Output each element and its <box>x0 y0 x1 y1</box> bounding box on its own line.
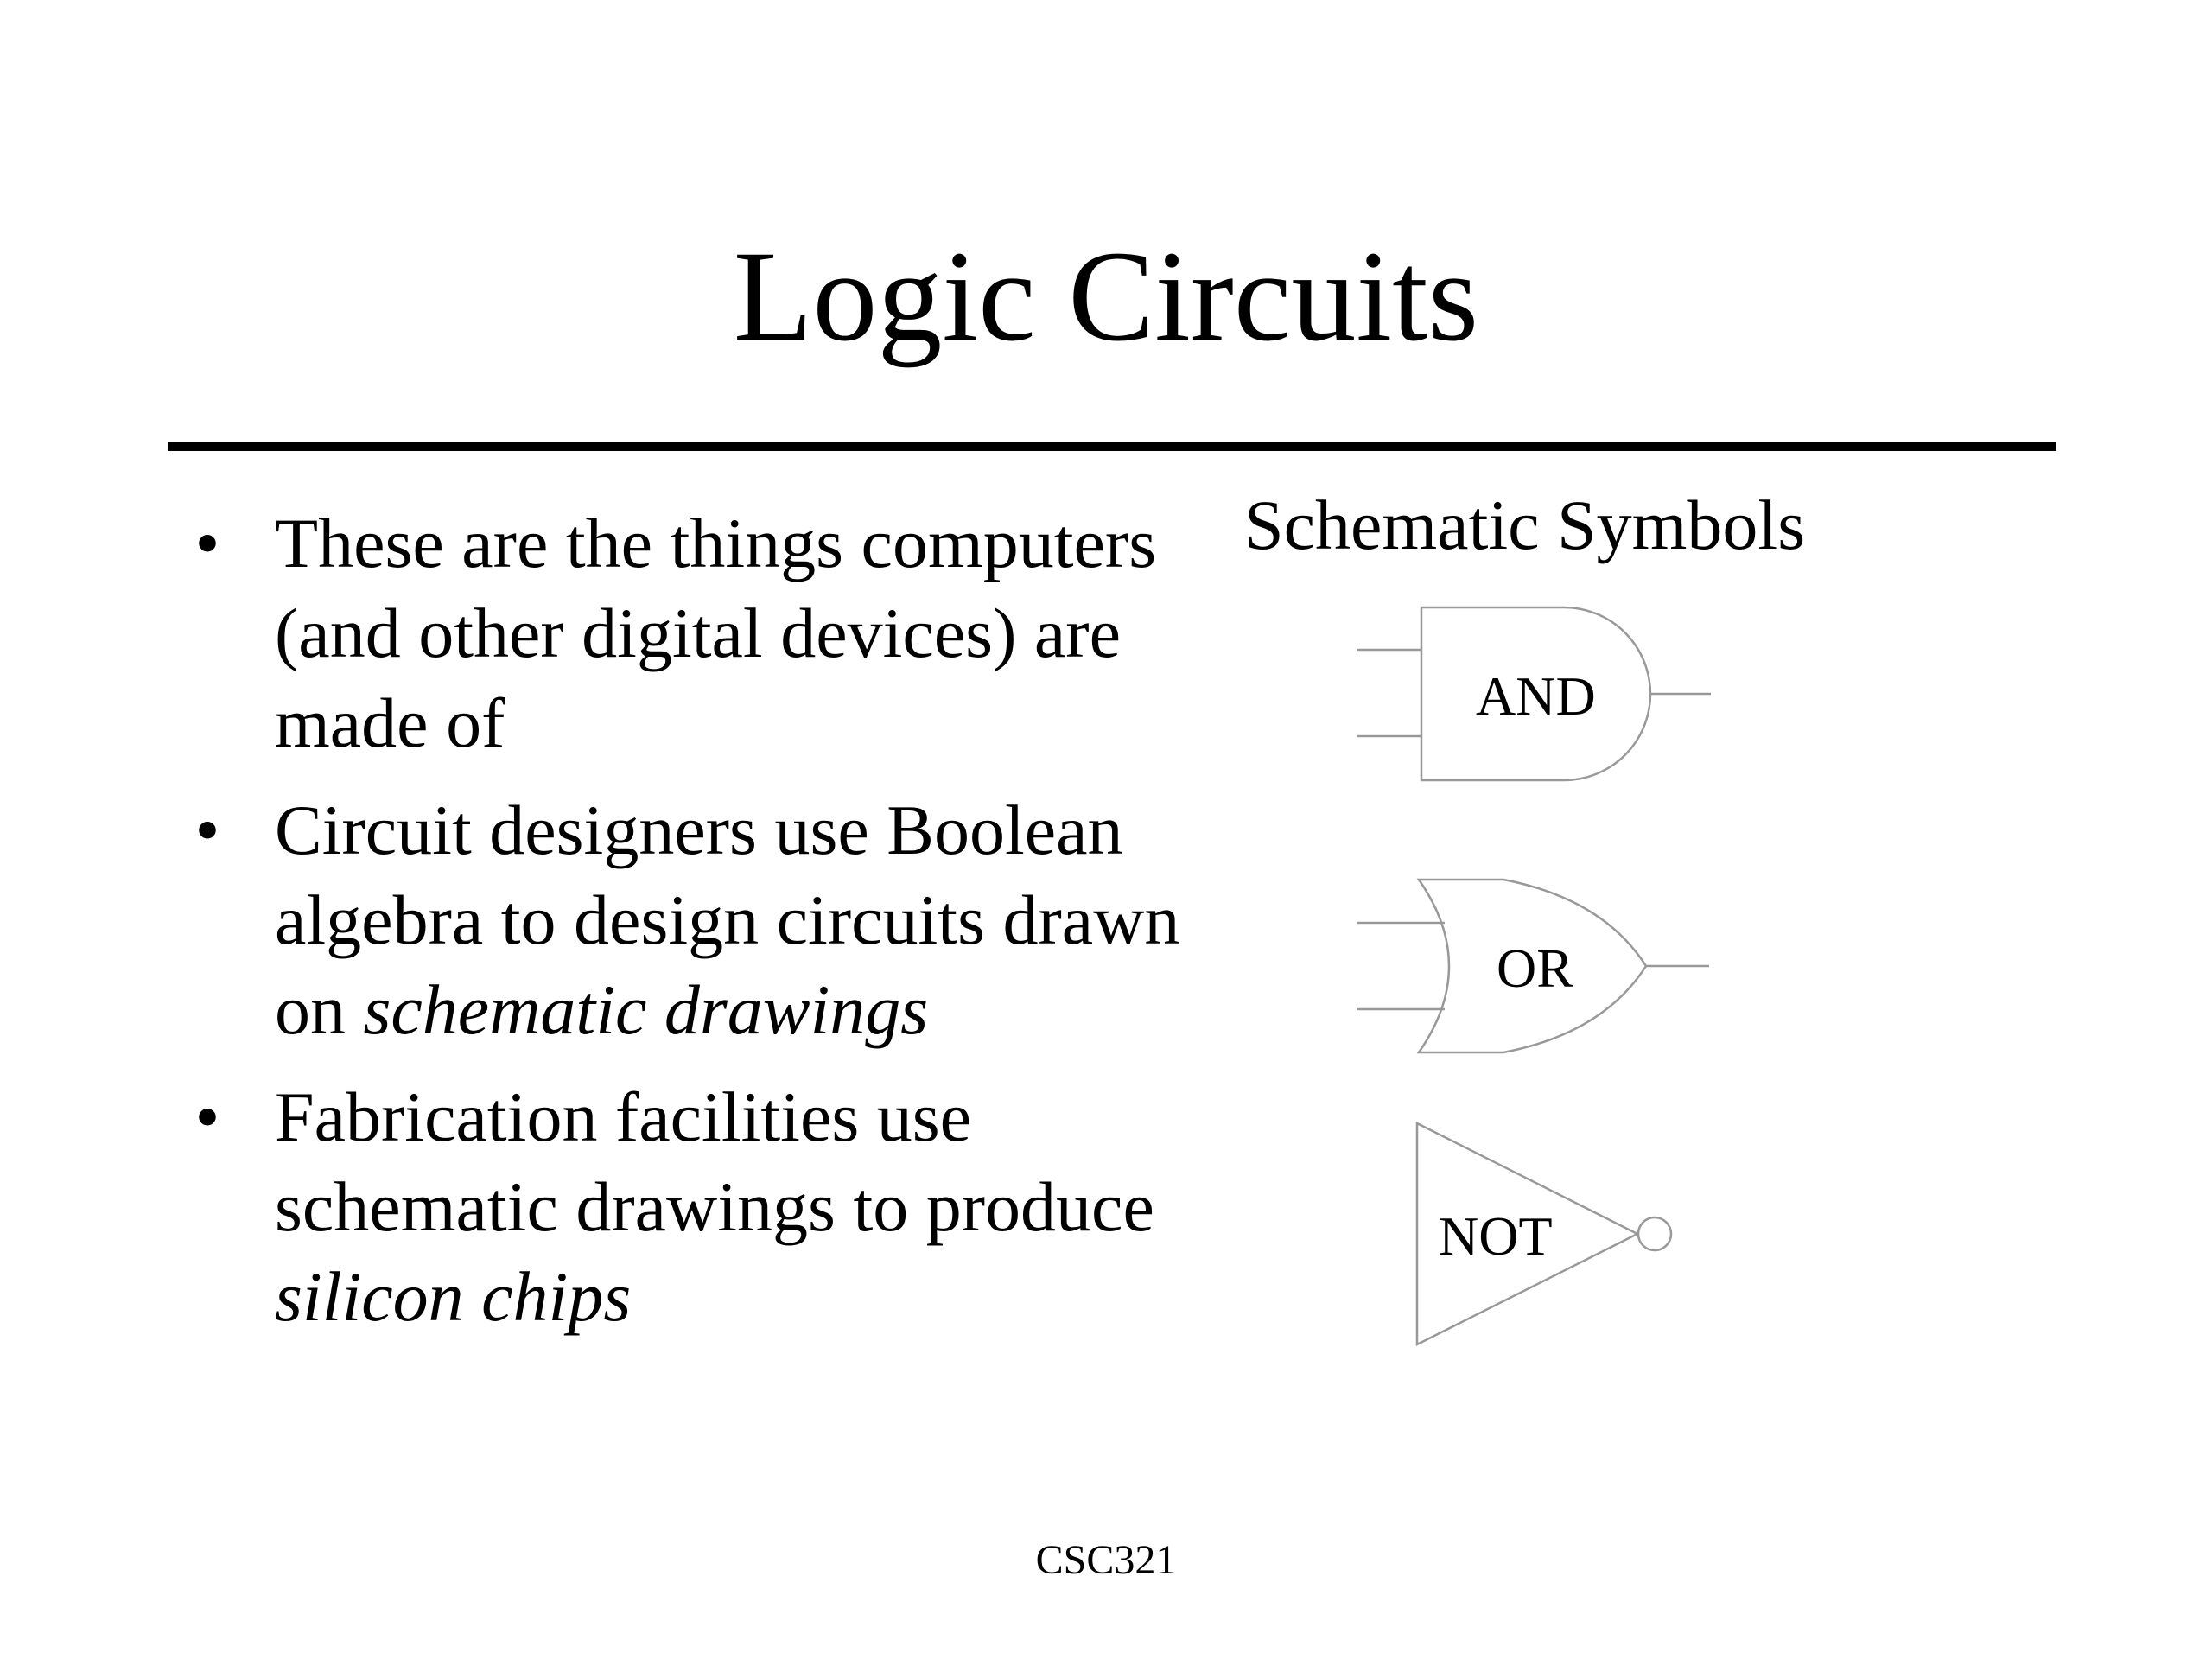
bullet-emphasis-silicon-chips: silicon chips <box>275 1257 632 1336</box>
bullet-text-2: Circuit designers use Boolean algebra to design circuits drawn on <box>275 791 1180 1049</box>
not-gate <box>1417 1123 1671 1344</box>
slide-title: Logic Circuits <box>733 225 1479 368</box>
not-gate-label: NOT <box>1439 1205 1553 1267</box>
bullet-dot: • <box>194 504 220 582</box>
not-gate-inverter-bubble <box>1638 1217 1671 1250</box>
bullet-text-3: Fabrication facilities use schematic drawings to produce <box>275 1077 1154 1246</box>
or-gate <box>1357 880 1709 1052</box>
bullet-dot: • <box>194 1077 220 1156</box>
and-gate <box>1357 607 1711 780</box>
bullet-emphasis-schematic-drawings: schematic drawings <box>363 970 929 1049</box>
and-gate-label: AND <box>1476 665 1596 727</box>
bullet-text-1: These are the things computers (and other digital devices) are made of <box>275 504 1157 762</box>
slide-footer: CSC321 <box>1035 1537 1177 1583</box>
schematic-symbols-heading: Schematic Symbols <box>1244 486 1806 564</box>
bullet-dot: • <box>194 791 220 869</box>
or-gate-label: OR <box>1497 938 1573 999</box>
